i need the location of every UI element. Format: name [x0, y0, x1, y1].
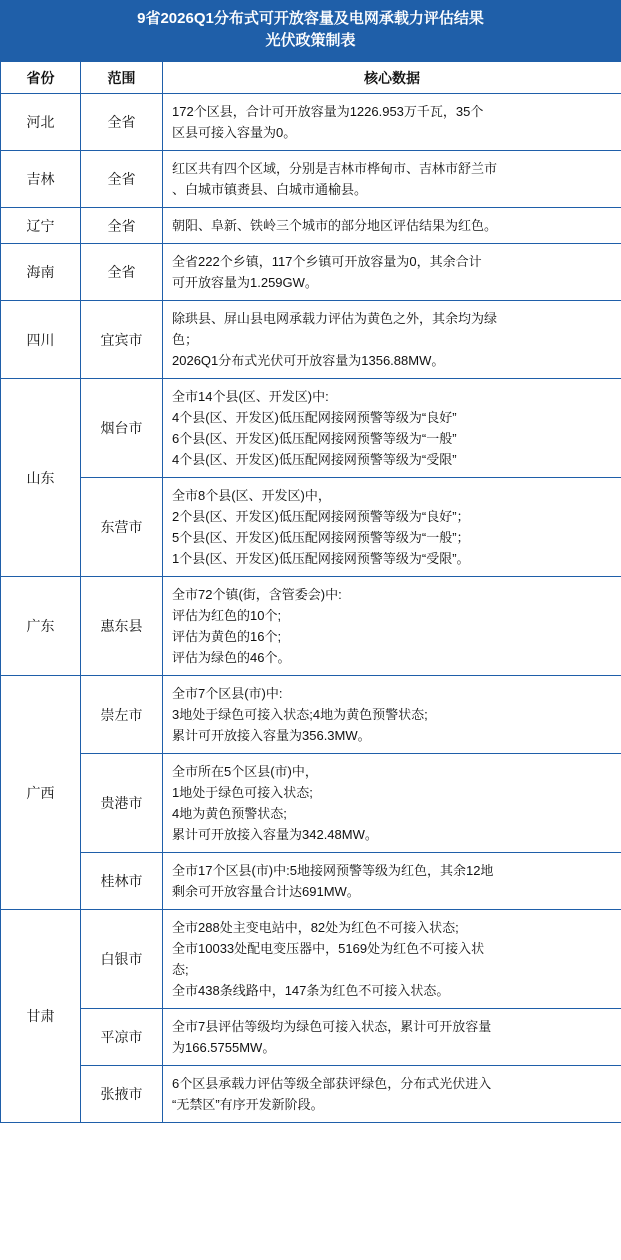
- data-line: 全市所在5个区县(市)中，: [172, 764, 318, 779]
- table-row: [1, 676, 621, 754]
- data-line: 6个区县承载力评估等级全部获评绿色，分布式光伏进入: [172, 1076, 492, 1091]
- cell-data: [163, 478, 621, 577]
- cell-data: [163, 94, 621, 151]
- cell-province: 吉林: [1, 151, 81, 208]
- cell-data: [163, 754, 621, 853]
- column-header-province: 省份: [1, 62, 81, 94]
- data-line: 全省222个乡镇，117个乡镇可开放容量为0，其余合计: [172, 254, 482, 269]
- cell-province: 广西: [1, 676, 81, 910]
- data-line: 全市72个镇(街，含管委会)中:: [172, 587, 342, 602]
- data-line: 为166.5755MW。: [172, 1040, 276, 1055]
- data-line: 全市288处主变电站中，82处为红色不可接入状态;: [172, 920, 459, 935]
- data-line: 1个县(区、开发区)低压配网接网预警等级为“受限”。: [172, 551, 470, 566]
- data-line: 全市8个县(区、开发区)中，: [172, 488, 331, 503]
- data-line: 172个区县，合计可开放容量为1226.953万千瓦，35个: [172, 104, 484, 119]
- cell-province: 山东: [1, 379, 81, 577]
- data-line: 、白城市镇赉县、白城市通榆县。: [172, 182, 368, 197]
- data-line: 朝阳、阜新、铁岭三个城市的部分地区评估结果为红色。: [172, 218, 498, 233]
- cell-data: [163, 208, 621, 244]
- table-header-row: [1, 62, 621, 94]
- column-header-data: 核心数据: [163, 62, 621, 94]
- data-line: 3地处于绿色可接入状态;4地为黄色预警状态;: [172, 707, 428, 722]
- data-line: 除珙县、屏山县电网承载力评估为黄色之外，其余均为绿: [172, 311, 498, 326]
- cell-province: 四川: [1, 301, 81, 379]
- table-row: [1, 208, 621, 244]
- column-header-scope: 范围: [81, 62, 163, 94]
- data-line: 评估为黄色的16个;: [172, 629, 282, 644]
- data-line: 2个县(区、开发区)低压配网接网预警等级为“良好”；: [172, 509, 470, 524]
- data-line: 全市438条线路中，147条为红色不可接入状态。: [172, 983, 450, 998]
- table-row: [1, 244, 621, 301]
- cell-scope: 桂林市: [81, 853, 163, 910]
- cell-data: [163, 1009, 621, 1066]
- title-line-2: 光伏政策制表: [265, 32, 356, 49]
- cell-scope: 宜宾市: [81, 301, 163, 379]
- data-line: 全市7个区县(市)中:: [172, 686, 283, 701]
- table-row: [1, 1066, 621, 1123]
- cell-data: [163, 676, 621, 754]
- data-line: 全市17个区县(市)中:5地接网预警等级为红色，其余12地: [172, 863, 494, 878]
- data-line: 剩余可开放容量合计达691MW。: [172, 884, 360, 899]
- data-line: 1地处于绿色可接入状态;: [172, 785, 313, 800]
- cell-scope: 东营市: [81, 478, 163, 577]
- cell-scope: 崇左市: [81, 676, 163, 754]
- table-header: [1, 62, 621, 94]
- cell-scope: 平凉市: [81, 1009, 163, 1066]
- title-line-1: 9省2026Q1分布式可开放容量及电网承载力评估结果: [137, 10, 484, 27]
- cell-scope: 张掖市: [81, 1066, 163, 1123]
- data-line: 全市10033处配电变压器中，5169处为红色不可接入状: [172, 941, 485, 956]
- document-title: [0, 0, 621, 61]
- evaluation-table: [0, 61, 621, 1123]
- table-row: [1, 754, 621, 853]
- data-line: 评估为红色的10个;: [172, 608, 282, 623]
- cell-data: [163, 853, 621, 910]
- cell-scope: 白银市: [81, 910, 163, 1009]
- cell-data: [163, 301, 621, 379]
- data-line: 5个县(区、开发区)低压配网接网预警等级为“一般”；: [172, 530, 470, 545]
- data-line: 全市14个县(区、开发区)中:: [172, 389, 329, 404]
- table-row: [1, 1009, 621, 1066]
- table-row: [1, 301, 621, 379]
- data-line: 色；: [172, 332, 199, 347]
- cell-scope: 烟台市: [81, 379, 163, 478]
- cell-data: [163, 379, 621, 478]
- data-line: 6个县(区、开发区)低压配网接网预警等级为“一般”: [172, 431, 457, 446]
- cell-province: 甘肃: [1, 910, 81, 1123]
- cell-province: 海南: [1, 244, 81, 301]
- cell-province: 辽宁: [1, 208, 81, 244]
- data-line: 4个县(区、开发区)低压配网接网预警等级为“受限”: [172, 452, 457, 467]
- cell-data: [163, 910, 621, 1009]
- table-row: [1, 910, 621, 1009]
- data-line: “无禁区”有序开发新阶段。: [172, 1097, 324, 1112]
- table-row: [1, 94, 621, 151]
- cell-scope: 贵港市: [81, 754, 163, 853]
- data-line: 全市7县评估等级均为绿色可接入状态，累计可开放容量: [172, 1019, 492, 1034]
- cell-scope: 全省: [81, 151, 163, 208]
- cell-scope: 全省: [81, 94, 163, 151]
- table-row: [1, 853, 621, 910]
- cell-data: [163, 151, 621, 208]
- cell-data: [163, 244, 621, 301]
- data-line: 4地为黄色预警状态;: [172, 806, 287, 821]
- cell-scope: 全省: [81, 244, 163, 301]
- cell-data: [163, 577, 621, 676]
- table-row: [1, 577, 621, 676]
- data-line: 2026Q1分布式光伏可开放容量为1356.88MW。: [172, 353, 445, 368]
- cell-province: 河北: [1, 94, 81, 151]
- data-line: 累计可开放接入容量为356.3MW。: [172, 728, 371, 743]
- cell-data: [163, 1066, 621, 1123]
- data-line: 可开放容量为1.259GW。: [172, 275, 318, 290]
- data-line: 态;: [172, 962, 189, 977]
- data-line: 4个县(区、开发区)低压配网接网预警等级为“良好”: [172, 410, 457, 425]
- data-line: 累计可开放接入容量为342.48MW。: [172, 827, 378, 842]
- table-row: [1, 151, 621, 208]
- data-line: 评估为绿色的46个。: [172, 650, 291, 665]
- cell-scope: 全省: [81, 208, 163, 244]
- table-body: [1, 94, 621, 1123]
- cell-province: 广东: [1, 577, 81, 676]
- table-row: [1, 379, 621, 478]
- cell-scope: 惠东县: [81, 577, 163, 676]
- table-row: [1, 478, 621, 577]
- data-line: 区县可接入容量为0。: [172, 125, 297, 140]
- data-line: 红区共有四个区域，分别是吉林市桦甸市、吉林市舒兰市: [172, 161, 498, 176]
